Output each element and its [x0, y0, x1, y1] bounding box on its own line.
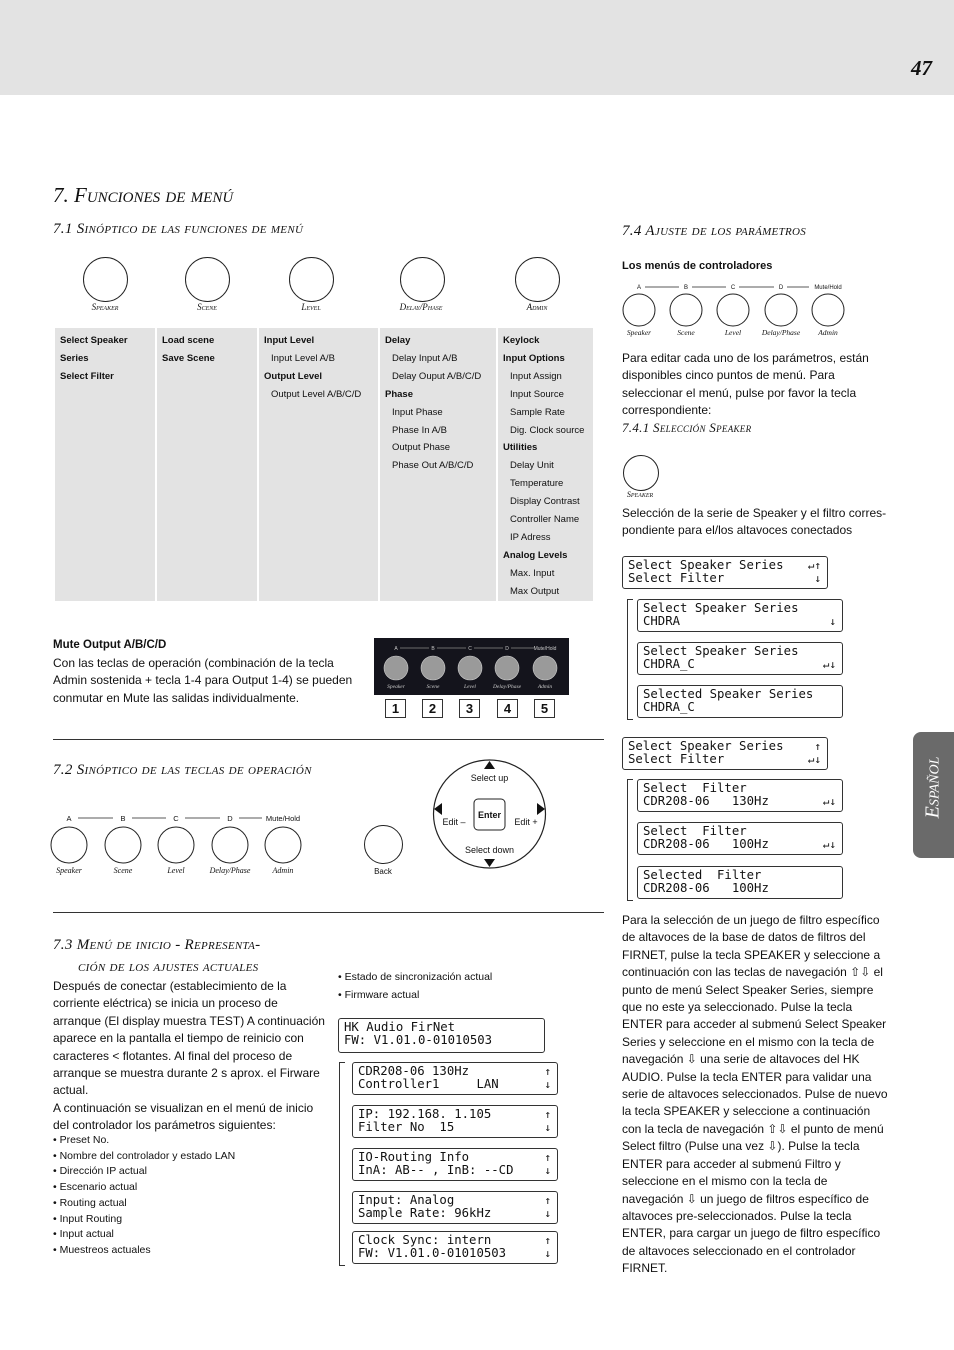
panel-letter-a: A: [394, 646, 398, 652]
controller-panel: [374, 638, 569, 695]
op-label-level: Level: [167, 866, 185, 875]
menu-item: Display Contrast: [510, 496, 580, 508]
speaker-key-label: Speaker: [91, 302, 119, 312]
menu-column-scene: [157, 328, 257, 601]
menu-item: Input Level: [264, 335, 315, 346]
lcd-line: CHDRA_C: [643, 657, 695, 671]
section-73-text-2: A continuación se visualizan en el menú de inicio del controlador los parámetros siguientes:: [53, 1101, 314, 1133]
page-number: 47: [911, 56, 932, 80]
lcd-line: CDR208-06 130Hz: [358, 1064, 470, 1078]
section-741-text: Selección de la serie de Speaker y el filtro corres-pondiente para el/los altavoces conectados: [622, 506, 887, 538]
menu-column-delay-phase: [380, 328, 496, 601]
lcd-line: IO-Routing Info: [358, 1150, 470, 1164]
bullet-preset: • Preset No.: [53, 1134, 110, 1146]
mid-bullets: [338, 968, 598, 1004]
panel-knob-admin: [533, 656, 557, 680]
lcd-line: Sample Rate: 96kHz: [358, 1206, 492, 1220]
menu-item: Input Assign: [510, 370, 562, 382]
menu-item: Input Level A/B: [271, 352, 335, 364]
menu-item: Output Level: [264, 370, 323, 382]
lcd-line: Clock Sync: intern: [358, 1233, 492, 1247]
ctrl-label-speaker: Speaker: [626, 328, 652, 337]
number-box-3: 3: [459, 699, 480, 718]
number-box-2: 2: [422, 699, 443, 718]
panel-knob-level: [458, 656, 482, 680]
ctrl-label-admin: Admin: [818, 328, 838, 337]
op-knob-scene: [105, 827, 141, 863]
lcd-line: Selected Filter: [643, 868, 762, 882]
menu-item: Analog Levels: [503, 549, 568, 561]
enter-up-icon: ↵↑: [807, 559, 821, 572]
lcd-line: Controller1 LAN: [358, 1077, 499, 1091]
op-label-speaker: Speaker: [56, 866, 82, 875]
level-knob: [289, 257, 334, 302]
menu-item: Load scene: [162, 335, 215, 346]
section-73-title-2: ción de los ajustes actuales: [78, 959, 259, 975]
controller-menus-label: Los menús de controladores: [622, 260, 773, 272]
section-7-title: 7. Funciones de menú: [53, 183, 234, 207]
mute-text: Con las teclas de operación (combinación de la tecla Admin sostenida + tecla 1-4 para Output 1-4) se pueden conmutar en Mute las salidas individualmente.: [53, 656, 353, 705]
section-74-title: 7.4 Ajuste de los parámetros: [622, 223, 807, 239]
lcd-right-1: [622, 556, 828, 589]
lcd-right-4: [637, 685, 843, 718]
bullet-firmware: • Firmware actual: [338, 989, 420, 1001]
controller-panel-graphic: [374, 638, 569, 695]
menu-item: Select Filter: [60, 370, 114, 382]
panel-letter-c: C: [468, 646, 472, 652]
menu-item: Output Level A/B/C/D: [271, 388, 362, 400]
menu-item: Controller Name: [510, 514, 580, 526]
panel-label-speaker: Speaker: [387, 684, 405, 690]
ctrl-knob-level: [717, 294, 749, 326]
op-knob-speaker: [51, 827, 87, 863]
bullet-ip: • Dirección IP actual: [53, 1165, 147, 1178]
menu-item: Max Output: [510, 585, 560, 597]
language-tab: [913, 732, 954, 858]
key-letter-b: B: [120, 814, 126, 823]
arrow-down-icon: ↓: [544, 1078, 551, 1091]
panel-knob-scene: [421, 656, 445, 680]
arrow-up-icon: ↑: [544, 1234, 551, 1247]
panel-label-delay-phase: Delay/Phase: [492, 684, 522, 690]
arrow-up-icon: ↑: [544, 1065, 551, 1078]
key-letter-a: A: [66, 814, 72, 823]
nav-edit-plus: Edit +: [514, 817, 538, 827]
controller-menu-keys: [620, 280, 855, 340]
number-box-4: 4: [497, 699, 518, 718]
bullet-sample: • Muestreos actuales: [53, 1243, 151, 1256]
section-74-text: Para editar cada uno de los parámetros, están disponibles cinco puntos de menú. Para seleccionar el menú, pulse por favor la tecla correspondiente:: [622, 351, 869, 418]
panel-label-admin: Admin: [537, 684, 553, 690]
ctrl-knob-speaker: [623, 294, 655, 326]
menu-item: Sample Rate: [510, 406, 565, 418]
menu-item: Temperature: [510, 478, 564, 490]
section-741-title: 7.4.1 Selección Speaker: [622, 420, 752, 435]
lcd-line: Select Filter: [628, 752, 725, 766]
menu-item: Delay Input A/B: [392, 352, 458, 364]
menu-item: Output Phase: [392, 442, 451, 454]
lcd-line: CDR208-06 100Hz: [643, 881, 769, 895]
start-lcd-bracket: [339, 1062, 345, 1266]
ctrl-letter-b: B: [683, 285, 689, 291]
number-box-1: 1: [385, 699, 406, 718]
lcd-right-5: [622, 737, 828, 770]
speaker-single-label: Speaker: [626, 490, 654, 499]
menu-item: Input Source: [510, 388, 564, 400]
lcd-start-3: [352, 1148, 558, 1181]
lcd-line: FW: V1.01.0-01010503: [358, 1246, 507, 1260]
operation-keys: [50, 812, 335, 882]
ctrl-label-delay-phase: Delay/Phase: [761, 328, 801, 337]
menu-item: Phase Out A/B/C/D: [392, 460, 474, 472]
menu-column-level: [259, 328, 378, 601]
start-bullets: [53, 1133, 323, 1259]
lcd-line: InA: AB-- , InB: --CD: [358, 1163, 514, 1177]
key-letter-mute: Mute/Hold: [265, 814, 301, 823]
nav-enter-label: Enter: [477, 810, 502, 820]
arrow-up-icon: ↑: [544, 1151, 551, 1164]
ctrl-knob-admin: [812, 294, 844, 326]
op-label-delay-phase: Delay/Phase: [209, 866, 251, 875]
filter-lcd-bracket: [627, 779, 633, 901]
menu-item: Input Phase: [392, 406, 443, 418]
ctrl-knob-delay-phase: [765, 294, 797, 326]
ctrl-label-level: Level: [724, 328, 742, 337]
lcd-line: CHDRA_C: [643, 700, 695, 714]
enter-down-icon: ↵↓: [822, 795, 836, 808]
panel-letter-b: B: [431, 646, 435, 652]
speaker-single-knob: [623, 455, 659, 491]
op-knob-admin: [265, 827, 301, 863]
lcd-line: Select Speaker Series: [628, 739, 784, 753]
admin-key-label: Admin: [526, 302, 548, 312]
panel-knob-delay-phase: [495, 656, 519, 680]
menu-item: Delay: [385, 335, 411, 346]
bullet-controller-name: • Nombre del controlador y estado LAN: [53, 1149, 236, 1162]
divider-1: [53, 739, 604, 740]
speaker-lcd-bracket: [627, 599, 633, 720]
nav-select-down: Select down: [464, 845, 515, 855]
nav-edit-minus: Edit –: [442, 817, 466, 827]
bullet-sync: • Estado de sincronización actual: [338, 971, 493, 983]
lcd-start-5: [352, 1231, 558, 1264]
lcd-start-2: [352, 1105, 558, 1138]
lcd-line: CDR208-06 130Hz: [643, 794, 769, 808]
menu-item: Dig. Clock source: [510, 424, 585, 436]
menu-item: IP Adress: [510, 531, 551, 543]
section-73-title-1: 7.3 Menú de inicio - Representa-: [53, 937, 261, 953]
arrow-down-icon: ↓: [829, 615, 836, 628]
lcd-start-4: [352, 1191, 558, 1224]
back-label: Back: [374, 867, 392, 876]
lcd-line: Select Filter: [643, 824, 747, 838]
header-band: [0, 0, 954, 95]
bullet-scene: • Escenario actual: [53, 1181, 138, 1194]
menu-item: Input Options: [503, 352, 565, 364]
nav-select-up: Select up: [470, 773, 509, 783]
level-key-label: Level: [301, 302, 321, 312]
bullet-input-routing: • Input Routing: [53, 1212, 123, 1225]
lcd-line: CDR208-06 100Hz: [643, 837, 769, 851]
number-box-5: 5: [534, 699, 555, 718]
section-72-title: 7.2 Sinóptico de las teclas de operación: [53, 762, 312, 778]
scene-key-label: Scene: [197, 302, 217, 312]
section-741-long-text: Para la selección de un juego de filtro específico de altavoces de la base de datos de filtros del FIRNET, pulse la tecla SPEAKER y seleccione a continuación con las teclas de navegación ⇧⇩ el punto de menú Select Speaker Series, siempre que no este ya seleccionado. Pulse la tecla ENTER para acceder al submenú Select Speaker Series y seleccione en el mismo con la tecla de navegación ⇩ una serie de altavoces del HK AUDIO. Pulse la tecla ENTER para validar una serie de altavoces seleccionados. Pulse de nuevo la tecla SPEAKER y seleccione a continuación con la tecla de navegación ⇧⇩ el punto de menú Select filtro (Pulse una vez ⇩). Pulse la tecla ENTER para acceder al submenú Filtro y seleccione en el mismo con la tecla de navegación ⇩ un juego de filtros específico de altavoces pre-seleccionados. Pulse la tecla ENTER, para cargar un juego de filtro específico de altavoces seleccionado en el controlador FIRNET.: [622, 913, 888, 1276]
menu-column-admin: [498, 328, 593, 601]
delay-phase-key-label: Delay/Phase: [399, 302, 443, 312]
lcd-right-2: [637, 599, 843, 632]
menu-item: Max. Input: [510, 567, 555, 579]
ctrl-letter-mute: Mute/Hold: [814, 285, 842, 291]
panel-letter-d: D: [505, 646, 509, 652]
lcd-line: Input: Analog: [358, 1193, 455, 1207]
arrow-up-icon: ↑: [544, 1194, 551, 1207]
enter-down-icon: ↵↓: [807, 753, 821, 766]
divider-2: [53, 912, 604, 913]
lcd-line: HK Audio FirNet: [344, 1020, 456, 1034]
panel-label-scene: Scene: [426, 684, 440, 690]
lcd-line: Select Speaker Series: [643, 644, 799, 658]
speaker-knob: [83, 257, 128, 302]
lcd-line: Select Speaker Series: [643, 601, 799, 615]
menu-item: Phase: [385, 388, 413, 400]
enter-down-icon: ↵↓: [822, 838, 836, 851]
menu-item: Phase In A/B: [392, 424, 447, 436]
menu-item: Delay Unit: [510, 460, 554, 472]
lcd-line: FW: V1.01.0-01010503: [344, 1033, 493, 1047]
menu-item: Delay Ouput A/B/C/D: [392, 370, 482, 382]
ctrl-knob-scene: [670, 294, 702, 326]
navigation-pad: [432, 759, 547, 869]
lcd-line: Select Speaker Series: [628, 558, 784, 572]
ctrl-letter-d: D: [778, 285, 784, 291]
ctrl-letter-a: A: [636, 285, 642, 291]
lcd-line: Selected Speaker Series: [643, 687, 814, 701]
ctrl-letter-c: C: [730, 285, 736, 291]
arrow-down-icon: ↓: [544, 1164, 551, 1177]
enter-down-icon: ↵↓: [822, 658, 836, 671]
op-knob-delay-phase: [212, 827, 248, 863]
panel-knob-speaker: [384, 656, 408, 680]
panel-letter-mute: Mute/Hold: [533, 646, 557, 652]
language-tab-label: Español: [921, 756, 944, 819]
lcd-boot: [338, 1018, 545, 1053]
lcd-line: IP: 192.168. 1.105: [358, 1107, 492, 1121]
section-73-text-1: Después de conectar (establecimiento de la corriente eléctrica) se inicia un proceso de arranque (El display muestra TEST) A continuación aparece en la pantalla el tiempo de reinicio con caracteres < flotantes. Al final del proceso de arranque se muestra durante 2 s aprox. el Firware actual.: [53, 979, 325, 1098]
op-label-admin: Admin: [272, 866, 294, 875]
arrow-down-icon: ↓: [544, 1121, 551, 1134]
panel-label-level: Level: [464, 684, 476, 690]
menu-item: Keylock: [503, 335, 540, 346]
arrow-up-icon: ↑: [814, 740, 821, 753]
lcd-line: Filter No 15: [358, 1120, 455, 1134]
lcd-line: Select Filter: [643, 781, 747, 795]
arrow-up-icon: ↑: [544, 1108, 551, 1121]
section-71-title: 7.1 Sinóptico de las funciones de menú: [53, 221, 304, 237]
lcd-line: CHDRA: [643, 614, 681, 628]
lcd-line: Select Filter: [628, 571, 725, 585]
lcd-right-8: [637, 866, 843, 899]
arrow-down-icon: ↓: [544, 1207, 551, 1220]
delay-phase-knob: [400, 257, 445, 302]
op-label-scene: Scene: [113, 866, 133, 875]
ctrl-label-scene: Scene: [677, 328, 695, 337]
mute-title: Mute Output A/B/C/D: [53, 639, 167, 651]
back-knob: [364, 825, 403, 864]
scene-knob: [185, 257, 230, 302]
menu-item: Select Speaker Series: [60, 335, 128, 364]
lcd-right-6: [637, 779, 843, 812]
menu-column-speaker: [55, 328, 155, 601]
lcd-start-1: [352, 1062, 558, 1095]
key-letter-c: C: [173, 814, 179, 823]
bullet-input: • Input actual: [53, 1228, 114, 1241]
menu-item: Save Scene: [162, 352, 215, 364]
lcd-right-7: [637, 822, 843, 855]
admin-knob: [515, 257, 560, 302]
bullet-routing: • Routing actual: [53, 1196, 127, 1209]
key-letter-d: D: [227, 814, 233, 823]
arrow-down-icon: ↓: [814, 572, 821, 585]
op-knob-level: [158, 827, 194, 863]
menu-item: Utilities: [503, 442, 538, 454]
lcd-right-3: [637, 642, 843, 675]
arrow-down-icon: ↓: [544, 1247, 551, 1260]
